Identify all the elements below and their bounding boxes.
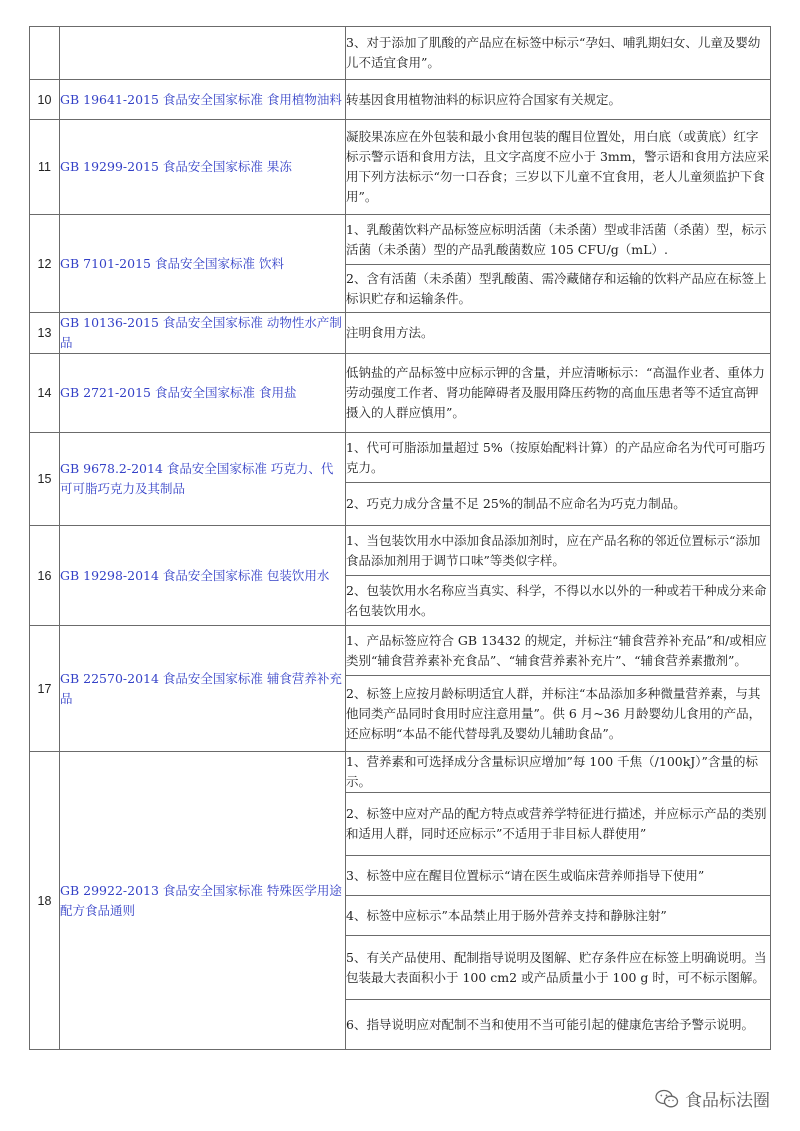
table-row: [30, 27, 771, 80]
row-number: [30, 27, 60, 80]
requirement-text: 低钠盐的产品标签中应标示钾的含量，并应清晰标示：“高温作业者、重体力劳动强度工作者、肾功能障碍者及服用降压药物的高血压患者等不适宜高钾摄入的人群应慎用”。: [346, 354, 771, 433]
requirement-text: 凝胶果冻应在外包装和最小食用包装的醒目位置处，用白底（或黄底）红字标示警示语和食用方法，且文字高度不应小于 3mm，警示语和食用方法应采用下列方法标示“勿一口吞食；三岁以下儿童不宜食用，老人儿童须监护下食用”。: [346, 120, 771, 215]
requirement-text: 4、标签中应标示”本品禁止用于肠外营养支持和静脉注射”: [346, 896, 771, 936]
requirement-text: 1、营养素和可选择成分含量标识应增加”每 100 千焦（/100kJ）”含量的标示。: [346, 752, 771, 793]
watermark-text: 食品标法圈: [685, 1091, 770, 1111]
requirement-text: 2、标签中应对产品的配方特点或营养学特征进行描述，并应标示产品的类别和适用人群，同时还应标示”不适用于非目标人群使用”: [346, 793, 771, 856]
table-row: [30, 433, 771, 483]
standard-name: GB 22570-2014 食品安全国家标准 辅食营养补充品: [60, 626, 346, 752]
standard-name: GB 10136-2015 食品安全国家标准 动物性水产制品: [60, 313, 346, 354]
requirement-text: 1、代可可脂添加量超过 5%（按原始配料计算）的产品应命名为代可可脂巧克力。: [346, 433, 771, 483]
row-number: 14: [30, 354, 60, 433]
requirement-text: 1、乳酸菌饮料产品标签应标明活菌（未杀菌）型或非活菌（杀菌）型，标示活菌（未杀菌）型的产品乳酸菌数应 105 CFU/g（mL）.: [346, 215, 771, 265]
table-row: [30, 313, 771, 354]
requirement-text: 2、标签上应按月龄标明适宜人群，并标注“本品添加多种微量营养素，与其他同类产品同时食用时应注意用量”。供 6 月~36 月龄婴幼儿食用的产品，还应标明“本品不能代替母乳及婴幼儿辅助食品”。: [346, 676, 771, 752]
requirement-text: 5、有关产品使用、配制指导说明及图解、贮存条件应在标签上明确说明。当包装最大表面积小于 100 cm2 或产品质量小于 100 g 时，可不标示图解。: [346, 936, 771, 1000]
standard-name: GB 7101-2015 食品安全国家标准 饮料: [60, 215, 346, 313]
standard-name: GB 2721-2015 食品安全国家标准 食用盐: [60, 354, 346, 433]
requirement-text: 3、对于添加了肌酸的产品应在标签中标示“孕妇、哺乳期妇女、儿童及婴幼儿不适宜食用”。: [346, 27, 771, 80]
row-number: 15: [30, 433, 60, 526]
table-row: [30, 215, 771, 265]
row-number: 11: [30, 120, 60, 215]
requirement-text: 2、含有活菌（未杀菌）型乳酸菌、需冷藏储存和运输的饮料产品应在标签上标识贮存和运输条件。: [346, 265, 771, 313]
row-number: 13: [30, 313, 60, 354]
requirement-text: 1、当包装饮用水中添加食品添加剂时，应在产品名称的邻近位置标示“添加食品添加剂用于调节口味”等类似字样。: [346, 526, 771, 576]
requirement-text: 3、标签中应在醒目位置标示“请在医生或临床营养师指导下使用”: [346, 856, 771, 896]
wechat-icon: [655, 1089, 679, 1109]
standard-name: GB 19299-2015 食品安全国家标准 果冻: [60, 120, 346, 215]
standard-name: GB 19641-2015 食品安全国家标准 食用植物油料: [60, 80, 346, 120]
requirement-text: 1、产品标签应符合 GB 13432 的规定，并标注“辅食营养补充品”和/或相应类别“辅食营养素补充食品”、“辅食营养素补充片”、“辅食营养素撒剂”。: [346, 626, 771, 676]
row-number: 10: [30, 80, 60, 120]
standard-name: [60, 27, 346, 80]
row-number: 18: [30, 752, 60, 1050]
table-row: [30, 120, 771, 215]
requirement-text: 转基因食用植物油料的标识应符合国家有关规定。: [346, 80, 771, 120]
row-number: 16: [30, 526, 60, 626]
table-row: [30, 752, 771, 793]
requirement-text: 注明食用方法。: [346, 313, 771, 354]
table-row: [30, 626, 771, 676]
requirement-text: 2、巧克力成分含量不足 25%的制品不应命名为巧克力制品。: [346, 483, 771, 526]
table-row: [30, 80, 771, 120]
standard-name: GB 19298-2014 食品安全国家标准 包装饮用水: [60, 526, 346, 626]
requirement-text: 2、包装饮用水名称应当真实、科学，不得以水以外的一种或若干种成分来命名包装饮用水。: [346, 576, 771, 626]
watermark: [655, 1086, 770, 1111]
table-row: [30, 526, 771, 576]
table-row: [30, 354, 771, 433]
standard-name: GB 29922-2013 食品安全国家标准 特殊医学用途配方食品通则: [60, 752, 346, 1050]
requirement-text: 6、指导说明应对配制不当和使用不当可能引起的健康危害给予警示说明。: [346, 1000, 771, 1050]
standard-name: GB 9678.2-2014 食品安全国家标准 巧克力、代可可脂巧克力及其制品: [60, 433, 346, 526]
row-number: 12: [30, 215, 60, 313]
standards-table: [29, 26, 771, 1050]
row-number: 17: [30, 626, 60, 752]
